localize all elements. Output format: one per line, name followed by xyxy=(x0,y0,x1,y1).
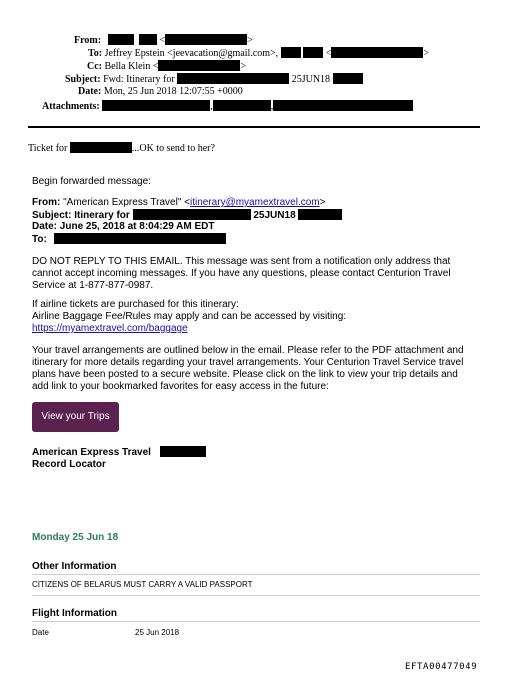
from-row xyxy=(74,34,253,47)
note-prefix: Ticket for xyxy=(28,143,68,154)
from-label: From: xyxy=(74,35,102,46)
bates-number: EFTA00477049 xyxy=(405,662,478,672)
comma: , xyxy=(210,101,213,112)
record-locator-label: Record Locator xyxy=(32,459,106,470)
to-value: Jeffrey Epstein <jeevacation@gmail.com>, xyxy=(104,48,279,59)
fwd-date-label: Date: xyxy=(32,221,58,232)
itinerary-date-heading: Monday 25 Jun 18 xyxy=(32,532,119,543)
fwd-from-row xyxy=(32,197,325,209)
fwd-to-row xyxy=(32,233,226,246)
section-divider xyxy=(32,595,480,596)
redaction xyxy=(213,100,271,111)
redaction xyxy=(303,47,323,58)
angle-close: > xyxy=(240,61,247,72)
paragraph-baggage xyxy=(32,299,346,335)
date-row xyxy=(78,86,243,98)
redaction xyxy=(177,73,289,84)
cc-label: Cc: xyxy=(87,61,102,72)
para-line: cannot accept incoming messages. If you have any questions, please contact Centurion Travel xyxy=(32,268,451,279)
cc-value: Bella Klein < xyxy=(104,61,159,72)
fwd-subject-code: 25JUN18 xyxy=(253,210,296,221)
angle-open: < xyxy=(159,35,166,46)
para-line: add link to your bookmarked favorites for easy access in the future: xyxy=(32,381,329,392)
section-divider xyxy=(32,574,480,575)
fwd-from-email-link[interactable]: itinerary@myamextravel.com xyxy=(190,197,320,208)
redaction xyxy=(281,47,301,58)
baggage-link[interactable]: https://myamextravel.com/baggage xyxy=(32,323,188,334)
other-info-title: Other Information xyxy=(32,561,117,572)
redaction xyxy=(70,142,132,153)
attachments-row xyxy=(42,100,413,113)
redaction xyxy=(165,34,247,45)
subject-code: 25JUN18 xyxy=(291,74,331,85)
redaction xyxy=(160,446,206,457)
redaction xyxy=(108,34,134,45)
angle-close: > xyxy=(423,48,429,59)
para-line: Your travel arrangements are outlined below in the email. Please refer to the PDF attachment and xyxy=(32,345,464,356)
paragraph-arrangements xyxy=(32,345,464,393)
subject-row xyxy=(65,73,363,86)
fwd-from-label: From: xyxy=(32,197,61,208)
subject-label: Subject: xyxy=(65,74,101,85)
redaction xyxy=(333,73,363,84)
redaction xyxy=(133,209,251,220)
other-info-text: CITIZENS OF BELARUS MUST CARRY A VALID PASSPORT xyxy=(32,580,253,589)
flight-info-title: Flight Information xyxy=(32,608,117,619)
redaction xyxy=(158,60,240,71)
angle-close: > xyxy=(247,35,253,46)
forwarded-intro: Begin forwarded message: xyxy=(32,176,151,187)
comma: , xyxy=(270,101,274,112)
subject-prefix: Fwd: Itinerary for xyxy=(103,74,175,85)
cc-row xyxy=(87,60,246,73)
para-line: Service at 1-877-877-0987. xyxy=(32,280,154,291)
para-line: DO NOT REPLY TO THIS EMAIL. This message was sent from a notification only address that xyxy=(32,256,451,267)
redaction xyxy=(270,100,413,112)
redaction xyxy=(54,233,226,244)
attachments-label: Attachments: xyxy=(42,101,100,112)
para-line: Airline Baggage Fee/Rules may apply and can be accessed by visiting: xyxy=(32,311,347,322)
sender-note xyxy=(28,142,215,155)
flight-date-value: 25 Jun 2018 xyxy=(135,628,180,637)
record-block xyxy=(32,446,206,471)
fwd-from-name: "American Express Travel" < xyxy=(63,197,190,208)
redaction xyxy=(102,100,210,111)
paragraph-no-reply xyxy=(32,256,451,292)
redaction xyxy=(139,34,157,45)
record-company-row xyxy=(32,446,206,459)
record-company: American Express Travel xyxy=(32,447,151,458)
to-row xyxy=(88,47,429,60)
para-line: itinerary for more details regarding your travel arrangements. Your Centurion Travel Service travel xyxy=(32,357,464,368)
to-label: To: xyxy=(88,48,103,59)
angle-open: < xyxy=(325,48,332,59)
fwd-from-close: > xyxy=(319,197,326,208)
section-divider xyxy=(32,621,480,622)
para-line: If airline tickets are purchased for this itinerary: xyxy=(32,299,239,310)
view-trips-button[interactable]: View your Trips xyxy=(32,402,119,432)
redaction xyxy=(331,47,423,58)
fwd-to-label: To: xyxy=(32,234,47,245)
fwd-date-value: June 25, 2018 at 8:04:29 AM EDT xyxy=(59,221,215,232)
date-value: Mon, 25 Jun 2018 12:07:55 +0000 xyxy=(103,86,243,97)
header-divider xyxy=(28,126,480,128)
redaction xyxy=(298,209,342,220)
fwd-subject-label: Subject: Itinerary for xyxy=(32,210,130,221)
fwd-date-row xyxy=(32,221,215,233)
flight-date-label: Date xyxy=(32,628,49,637)
para-line: plans have been posted to a secure website. Please click on the link to view your trip details and xyxy=(32,369,458,380)
note-suffix: ...OK to send to her? xyxy=(131,143,215,154)
date-label: Date: xyxy=(78,86,102,97)
